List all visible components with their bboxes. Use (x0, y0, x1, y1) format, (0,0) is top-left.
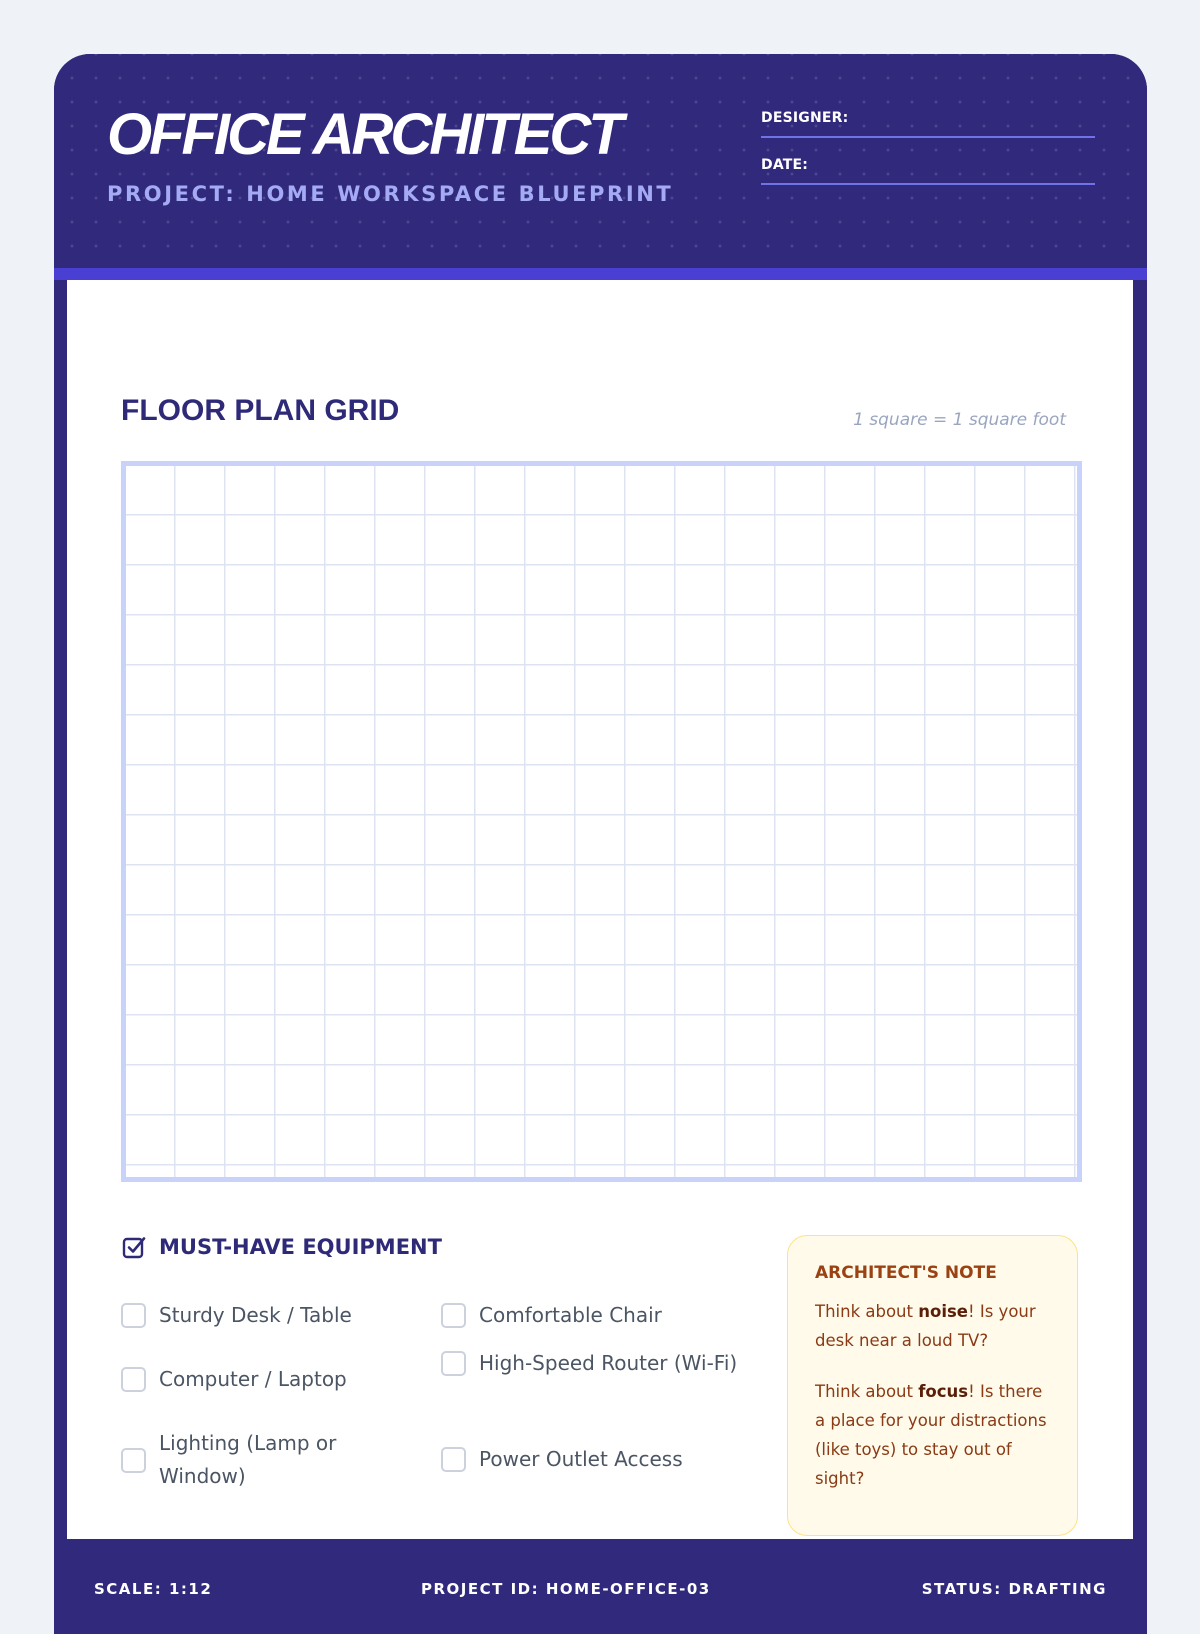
equipment-item-computer[interactable] (121, 1363, 421, 1396)
equipment-item-chair[interactable] (441, 1299, 741, 1332)
checkbox[interactable] (441, 1351, 466, 1376)
architects-note (787, 1235, 1078, 1536)
equipment-header (121, 1234, 442, 1260)
floor-plan-grid[interactable] (121, 461, 1082, 1182)
equipment-item-outlet[interactable] (441, 1443, 741, 1476)
page-title: OFFICE ARCHITECT (107, 102, 621, 167)
equipment-item-label: Sturdy Desk / Table (159, 1303, 352, 1327)
equipment-item-label: High-Speed Router (Wi-Fi) (479, 1351, 738, 1375)
content-panel (67, 280, 1133, 1539)
worksheet (54, 54, 1147, 1634)
footer-status: STATUS: DRAFTING (921, 1580, 1107, 1598)
note-title: ARCHITECT'S NOTE (815, 1263, 997, 1283)
checkbox[interactable] (121, 1367, 146, 1392)
floor-plan-title: FLOOR PLAN GRID (121, 394, 400, 427)
note-noise: Think about noise! Is your desk near a loud TV? (815, 1302, 1036, 1350)
equipment-item-label: Lighting (Lamp or Window) (159, 1431, 337, 1488)
equipment-title: MUST-HAVE EQUIPMENT (159, 1235, 442, 1259)
equipment-item-lighting[interactable] (121, 1427, 361, 1493)
project-subtitle: PROJECT: HOME WORKSPACE BLUEPRINT (107, 182, 674, 206)
checkbox[interactable] (441, 1447, 466, 1472)
checkbox-checked-icon (121, 1234, 147, 1260)
equipment-item-desk[interactable] (121, 1299, 421, 1332)
equipment-item-label: Computer / Laptop (159, 1367, 347, 1391)
footer-project-id: PROJECT ID: HOME-OFFICE-03 (421, 1580, 711, 1598)
note-body (815, 1297, 1051, 1493)
designer-label: DESIGNER: (761, 110, 849, 126)
checkbox[interactable] (121, 1303, 146, 1328)
date-field[interactable] (761, 151, 1095, 185)
header (54, 54, 1147, 268)
scale-note: 1 square = 1 square foot (853, 410, 1066, 430)
checkbox[interactable] (441, 1303, 466, 1328)
header-accent-stripe (54, 268, 1147, 280)
footer-scale: SCALE: 1:12 (94, 1580, 213, 1598)
checkbox[interactable] (121, 1448, 146, 1473)
designer-field[interactable] (761, 104, 1095, 138)
equipment-item-label: Comfortable Chair (479, 1303, 662, 1327)
note-focus: Think about focus! Is there a place for your distractions (like toys) to stay out of sight? (815, 1382, 1047, 1488)
equipment-item-router[interactable] (441, 1347, 741, 1380)
equipment-item-label: Power Outlet Access (479, 1447, 683, 1471)
date-label: DATE: (761, 157, 809, 173)
